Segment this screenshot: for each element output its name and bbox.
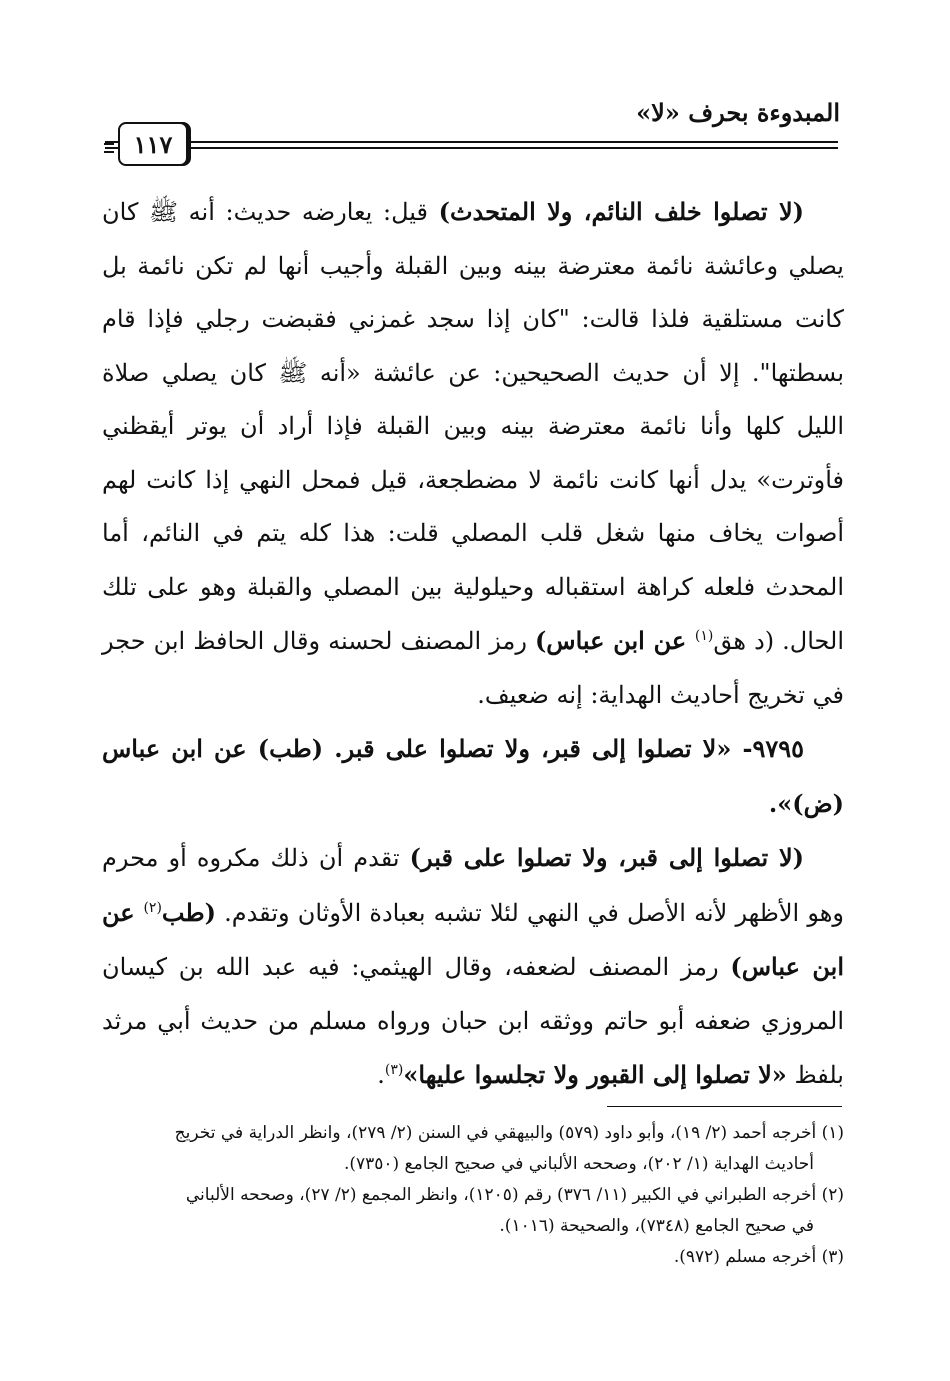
paragraph-commentary-2 xyxy=(102,831,844,1103)
source-abbrev: (طب xyxy=(161,897,216,927)
footnote-1: (١) أخرجه أحمد (٢/ ١٩)، وأبو داود (٥٧٩) والبيهقي في السنن (٢/ ٢٧٩)، وانظر الدراية في تخريج xyxy=(174,1123,844,1143)
footnote-ref-3: (٣) xyxy=(384,1062,404,1078)
hadith-quote: (لا تصلوا إلى قبر، ولا تصلوا على قبر) xyxy=(409,843,805,872)
commentary-text: تقدم أن ذلك مكروه أو محرم وهو الأظهر لأنه الأصل في النهي لئلا تشبه بعبادة الأوثان وتقدم. xyxy=(102,844,844,927)
paragraph-commentary-1 xyxy=(102,185,844,722)
footnote-ref-1: (١) xyxy=(694,628,714,644)
footnote-2: (٢) أخرجه الطبراني في الكبير (١١/ ٣٧٦) رقم (١٢٠٥)، وانظر المجمع (٢/ ٢٧)، وصححه الألباني xyxy=(185,1185,844,1205)
main-text xyxy=(102,185,844,1103)
running-title: المبدوءة بحرف «لا» xyxy=(636,98,840,127)
narrator-source: عن ابن عباس) xyxy=(534,626,695,655)
hadith-quote: «لا تصلوا إلى القبور ولا تجلسوا عليها» xyxy=(403,1060,787,1089)
footnote-ref-2: (٢) xyxy=(143,899,162,916)
hadith-entry-9795 xyxy=(102,722,844,831)
commentary-text: رمز المصنف لحسنه وقال الحافظ ابن حجر في تخريج أحاديث الهداية: إنه ضعيف. xyxy=(102,627,844,709)
footnotes xyxy=(102,1118,844,1273)
end-punct: . xyxy=(377,1061,385,1089)
commentary-text: قيل: يعارضه حديث: أنه ﷺ كان يصلي وعائشة نائمة معترضة بينه وبين القبلة وأجيب أنها لم تكن نائمة بل كانت مستلقية فلذا قالت: "كان إذا سجد غمزني فقبضت رجلي فإذا قام بسطتها". إلا أن حديث الصحيحين: عن عائشة «أنه ﷺ كان يصلي صلاة الليل كلها وأنا نائمة معترضة بينه وبين القبلة فإذا أراد أن يوتر أيقظني فأوترت» يدل أنها كانت نائمة لا مضطجعة، قيل فمحل النهي إذا كانت لهم أصوات يخاف منها شغل قلب المصلي قلت: هذا كله يتم في النائم، أما المحدث فلعله كراهة استقباله وحيلولية بين المصلي والقبلة وهو على تلك الحال. (د هق xyxy=(102,198,844,655)
hadith-quote: (لا تصلوا خلف النائم، ولا المتحدث) xyxy=(438,197,804,226)
commentary-text: رمز المصنف لضعفه، وقال الهيثمي: فيه عبد الله بن كيسان المروزي ضعفه أبو حاتم ووثقه ابن حبان ورواه مسلم من حديث أبي مرثد بلفظ xyxy=(102,953,844,1089)
footnote-separator xyxy=(607,1106,842,1107)
page-number: ١١٧ xyxy=(118,122,188,166)
footnote-3: (٣) أخرجه مسلم (٩٧٢). xyxy=(673,1247,844,1267)
narrator-source: عن ابن عباس) xyxy=(102,897,844,981)
header-rule xyxy=(105,141,838,149)
header-rule-end xyxy=(104,143,114,153)
footnote-2-cont: في صحيح الجامع (٧٣٤٨)، والصحيحة (١٠١٦). xyxy=(499,1216,814,1236)
footnote-1-cont: أحاديث الهداية (١/ ٢٠٢)، وصححه الألباني في صحيح الجامع (٧٣٥٠). xyxy=(343,1154,814,1174)
hadith-text: ٩٧٩٥- «لا تصلوا إلى قبر، ولا تصلوا على قبر. (طب) عن ابن عباس (ض)». xyxy=(102,734,844,818)
